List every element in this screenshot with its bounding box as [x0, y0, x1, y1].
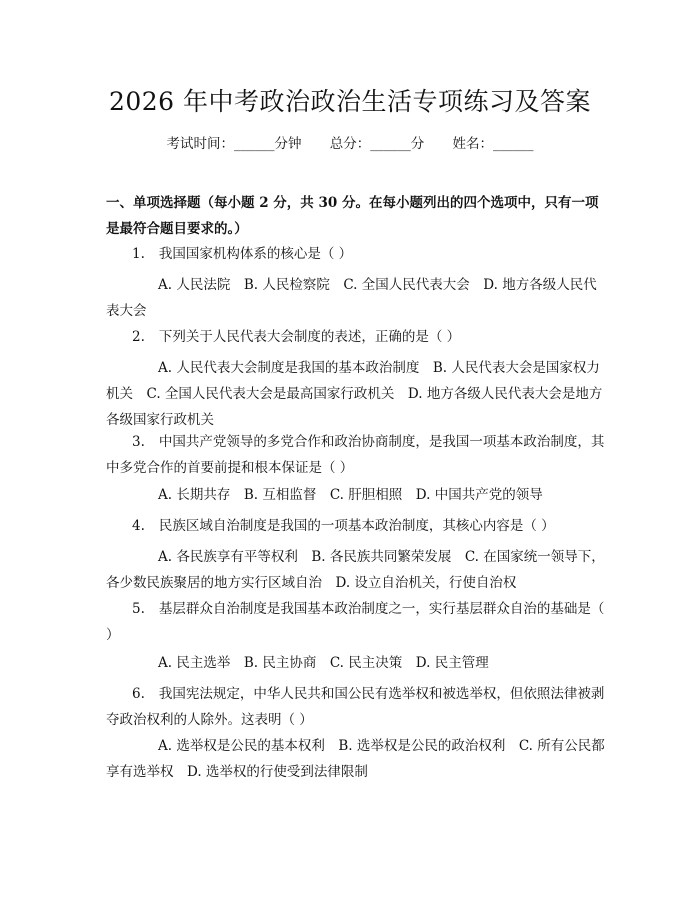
student-name-field: 姓名：______: [452, 136, 534, 152]
question-number: 2.: [132, 329, 145, 345]
section-heading: 一、单项选择题（每小题 2 分，共 30 分。在每小题列出的四个选项中，只有一项是最符合题目要求的。）: [106, 195, 599, 237]
question-text: 中国共产党领导的多党合作和政治协商制度，是我国一项基本政治制度，其中多党合作的首要前提和根本保证是（ ）: [106, 434, 605, 476]
question-text: 基层群众自治制度是我国基本政治制度之一，实行基层群众自治的基础是（ ）: [106, 601, 605, 643]
question-number: 1.: [132, 246, 145, 262]
document-title: 2026 年中考政治政治生活专项练习及答案: [108, 87, 592, 116]
question-stem: [106, 241, 606, 267]
question-options: A. 人民代表大会制度是我国的基本政治制度 B. 人民代表大会是国家权力机关 C. 全国人民代表大会是最高国家行政机关 D. 地方各级人民代表大会是地方各级国家行政机关: [106, 360, 603, 428]
exam-meta: [0, 132, 700, 152]
question-stem: [106, 429, 606, 481]
question-number: 5.: [132, 601, 145, 617]
question-text: 下列关于人民代表大会制度的表述，正确的是（ ）: [158, 329, 461, 345]
question-text: 民族区域自治制度是我国的一项基本政治制度，其核心内容是（ ）: [158, 518, 555, 534]
question-text: 我国国家机构体系的核心是（ ）: [158, 246, 353, 262]
question-text: 我国宪法规定，中华人民共和国公民有选举权和被选举权，但依照法律被剥夺政治权利的人除外。这表明（ ）: [106, 686, 605, 728]
question-options: A. 长期共存 B. 互相监督 C. 肝胆相照 D. 中国共产党的领导: [158, 487, 543, 503]
question-options: A. 民主选举 B. 民主协商 C. 民主决策 D. 民主管理: [158, 655, 489, 671]
question-options: A. 各民族享有平等权利 B. 各民族共同繁荣发展 C. 在国家统一领导下，各少数民族聚居的地方实行区域自治 D. 设立自治机关，行使自治权: [106, 549, 605, 591]
total-score-field: 总分：______分: [329, 136, 425, 152]
exam-time-field: 考试时间：______分钟: [166, 136, 302, 152]
question-options: A. 人民法院 B. 人民检察院 C. 全国人民代表大会 D. 地方各级人民代表大会: [106, 277, 597, 319]
question-number: 6.: [132, 686, 145, 702]
question-stem: [106, 324, 606, 350]
question-number: 4.: [132, 518, 145, 534]
question-stem: [106, 513, 606, 539]
question-stem: [106, 596, 606, 648]
question-options: A. 选举权是公民的基本权利 B. 选举权是公民的政治权利 C. 所有公民都享有选举权 D. 选举权的行使受到法律限制: [106, 738, 605, 780]
question-number: 3.: [132, 434, 145, 450]
question-stem: [106, 681, 606, 733]
